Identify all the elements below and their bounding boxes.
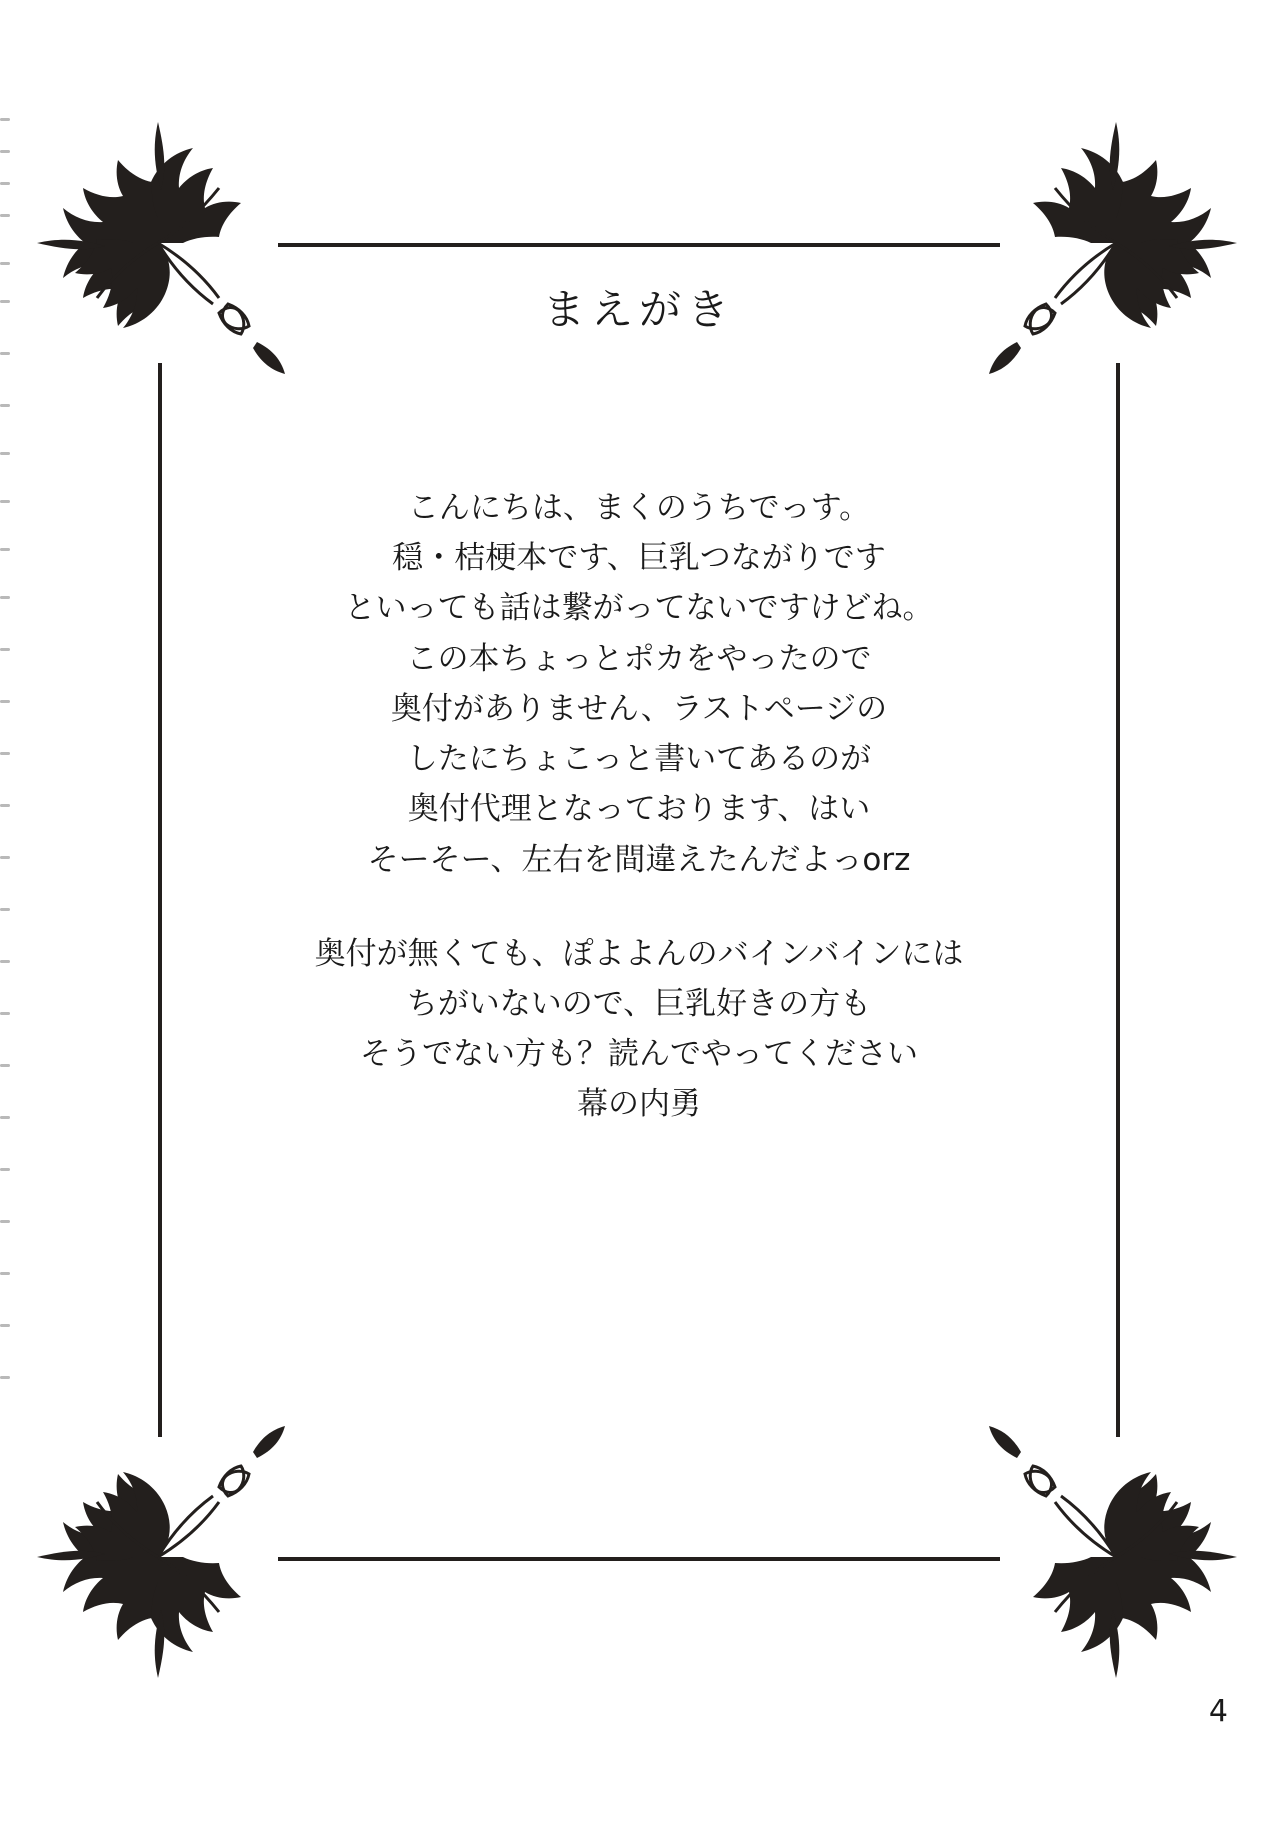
page-number: 4 xyxy=(1208,1694,1228,1729)
page-title: まえがき xyxy=(542,285,735,334)
corner-ornament-icon xyxy=(23,1422,293,1692)
author-signature: 幕の内勇 xyxy=(577,1086,701,1123)
paragraph-gap xyxy=(158,885,1120,929)
decorative-frame xyxy=(158,243,1120,1561)
scan-edge-artifacts xyxy=(0,0,14,1837)
body-line: 穏・桔梗本です、巨乳つながりです xyxy=(392,540,886,577)
body-line: 奥付が無くても、ぽよよんのバインバインには xyxy=(314,935,964,972)
corner-ornament-icon xyxy=(981,108,1251,378)
body-line: ちがいないので、巨乳好きの方も xyxy=(406,985,872,1022)
corner-ornament-icon xyxy=(981,1422,1251,1692)
corner-ornament-icon xyxy=(23,108,293,378)
frame-rule-bottom xyxy=(278,1557,1000,1561)
body-line: といっても話は繋がってないですけどね。 xyxy=(344,590,934,627)
body-line: そうでない方も？読んでやってください xyxy=(360,1036,918,1073)
body-line: したにちょこっと書いてあるのが xyxy=(406,741,872,778)
body-line: こんにちは、まくのうちでっす。 xyxy=(407,490,871,526)
body-line: 奥付がありません、ラストページの xyxy=(390,690,888,727)
frame-rule-top xyxy=(278,243,1000,247)
body-line: この本ちょっとポカをやったので xyxy=(406,640,872,677)
preface-body xyxy=(158,483,1120,1130)
body-line: 奥付代理となっております、はい xyxy=(407,791,871,828)
body-line: そーそー、左右を間違えたんだよっorz xyxy=(367,841,911,878)
